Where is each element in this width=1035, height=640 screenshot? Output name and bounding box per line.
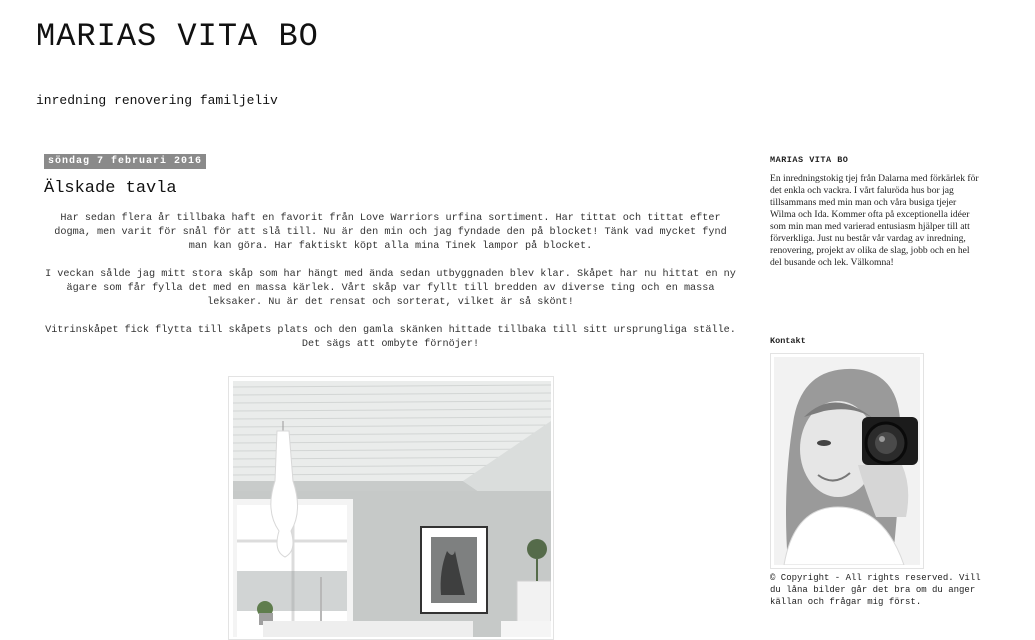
- profile-image[interactable]: [774, 357, 920, 565]
- kontakt-title: Kontakt: [770, 336, 806, 346]
- post-paragraph: I veckan sålde jag mitt stora skåp som har hängt med ända sedan utbyggnaden blev klar. Skåpet har nu hittat en ny ägare som får fylla det med en massa kärlek. Vårt skåp var fyllt till bredden av diverse ting och en massa leksaker. Nu är det rensat och sorterat, vilket är så skönt!: [45, 269, 736, 308]
- profile-image-frame[interactable]: [770, 353, 924, 569]
- blog-description: inredning renovering familjeliv: [36, 93, 278, 108]
- living-room-photo: [233, 381, 551, 637]
- about-title: MARIAS VITA BO: [770, 155, 849, 165]
- post-paragraph: Har sedan flera år tillbaka haft en favorit från Love Warriors urfina sortiment. Har tittat och tittat efter dogma, men varit för snål för att slå till. Nu är den min och jag fyndade den på blocket! Tänk vad mycket fynd man kan göra. Har faktiskt köpt alla mina Tinek lampor på blocket.: [54, 213, 727, 252]
- portrait-photo: [774, 357, 920, 565]
- post-date-header: söndag 7 februari 2016: [44, 154, 206, 169]
- sidebar: [770, 155, 982, 607]
- blog-title[interactable]: MARIAS VITA BO: [36, 18, 319, 55]
- main-column: [44, 150, 737, 366]
- post-image-frame[interactable]: [228, 376, 554, 640]
- post-title[interactable]: Älskade tavla: [44, 179, 177, 198]
- about-text: En inredningstokig tjej från Dalarna med förkärlek för det enkla och vackra. I vårt faluröda hus bor jag tillsammans med min man och våra busiga tjejer Wilma och Ida. Kommer ofta på exceptionella idéer som min man med varierad entusiasm hjälper till att förverkliga. Just nu består vår vardag av inredning, renovering, projekt av olika de slag, jobb och en hel del busande och lek. Välkomna!: [770, 173, 979, 268]
- post-body: [44, 212, 737, 352]
- post-image[interactable]: [233, 381, 551, 637]
- post-paragraph: Vitrinskåpet fick flytta till skåpets plats och den gamla skänken hittade tillbaka till sitt ursprungliga ställe. Det sägs att ombyte förnöjer!: [45, 325, 736, 350]
- copyright-notice: © Copyright - All rights reserved. Vill du låna bilder går det bra om du anger källan och frågar mig först.: [770, 573, 981, 607]
